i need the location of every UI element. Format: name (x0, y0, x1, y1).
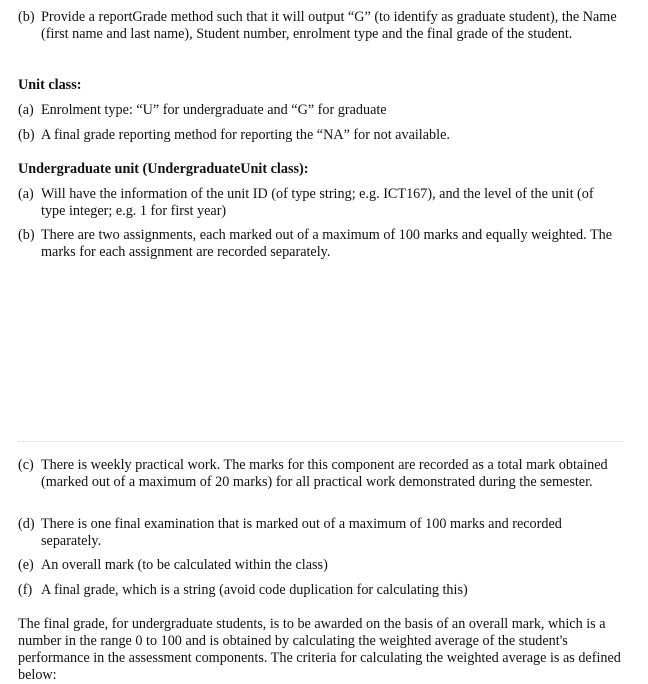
list-item-text: Enrolment type: “U” for undergraduate and “G” for graduate (41, 102, 387, 118)
list-item-label: (a) (18, 102, 34, 118)
undergraduate-item-b (18, 227, 618, 261)
list-item-label: (e) (18, 557, 34, 573)
undergraduate-item-f (18, 582, 618, 599)
list-item-label: (c) (18, 457, 34, 473)
list-item-label: (d) (18, 516, 35, 532)
unit-class-heading: Unit class: (18, 77, 82, 93)
list-item-label: (b) (18, 227, 35, 243)
undergraduate-item-a (18, 186, 618, 220)
list-item-text: Provide a reportGrade method such that it will output “G” (to identify as graduate student), the Name (first name and last name), Student number, enrolment type and the final grade of the student. (41, 9, 617, 42)
list-item-label: (a) (18, 186, 34, 202)
unit-class-item-a (18, 102, 618, 119)
list-item-text: Will have the information of the unit ID (of type string; e.g. ICT167), and the level of the unit (of type integer; e.g. 1 for first year) (41, 186, 594, 219)
list-item-label: (b) (18, 9, 35, 25)
final-grade-paragraph: The final grade, for undergraduate students, is to be awarded on the basis of an overall mark, which is a number in the range 0 to 100 and is obtained by calculating the weighted average of the student's performance in the assessment components. The criteria for calculating the weighted average is as defined below: (18, 616, 621, 683)
list-item-text: There is weekly practical work. The marks for this component are recorded as a total mark obtained (marked out of a maximum of 20 marks) for all practical work demonstrated during the semester. (41, 457, 608, 490)
list-item-text: An overall mark (to be calculated within the class) (41, 557, 328, 573)
report-grade-item (18, 9, 618, 43)
undergraduate-item-e (18, 557, 618, 574)
list-item-text: There are two assignments, each marked out of a maximum of 100 marks and equally weighted. The marks for each assignment are recorded separately. (41, 227, 613, 260)
page-break-divider (18, 441, 624, 443)
undergraduate-item-d (18, 516, 618, 550)
list-item-label: (b) (18, 127, 35, 143)
list-item-text: A final grade, which is a string (avoid code duplication for calculating this) (41, 582, 468, 598)
unit-class-item-b (18, 127, 618, 144)
undergraduate-item-c (18, 457, 618, 491)
list-item-text: There is one final examination that is marked out of a maximum of 100 marks and recorded separately. (41, 516, 562, 549)
list-item-label: (f) (18, 582, 33, 598)
list-item-text: A final grade reporting method for reporting the “NA” for not available. (41, 127, 450, 143)
undergraduate-unit-heading: Undergraduate unit (UndergraduateUnit class): (18, 161, 309, 177)
